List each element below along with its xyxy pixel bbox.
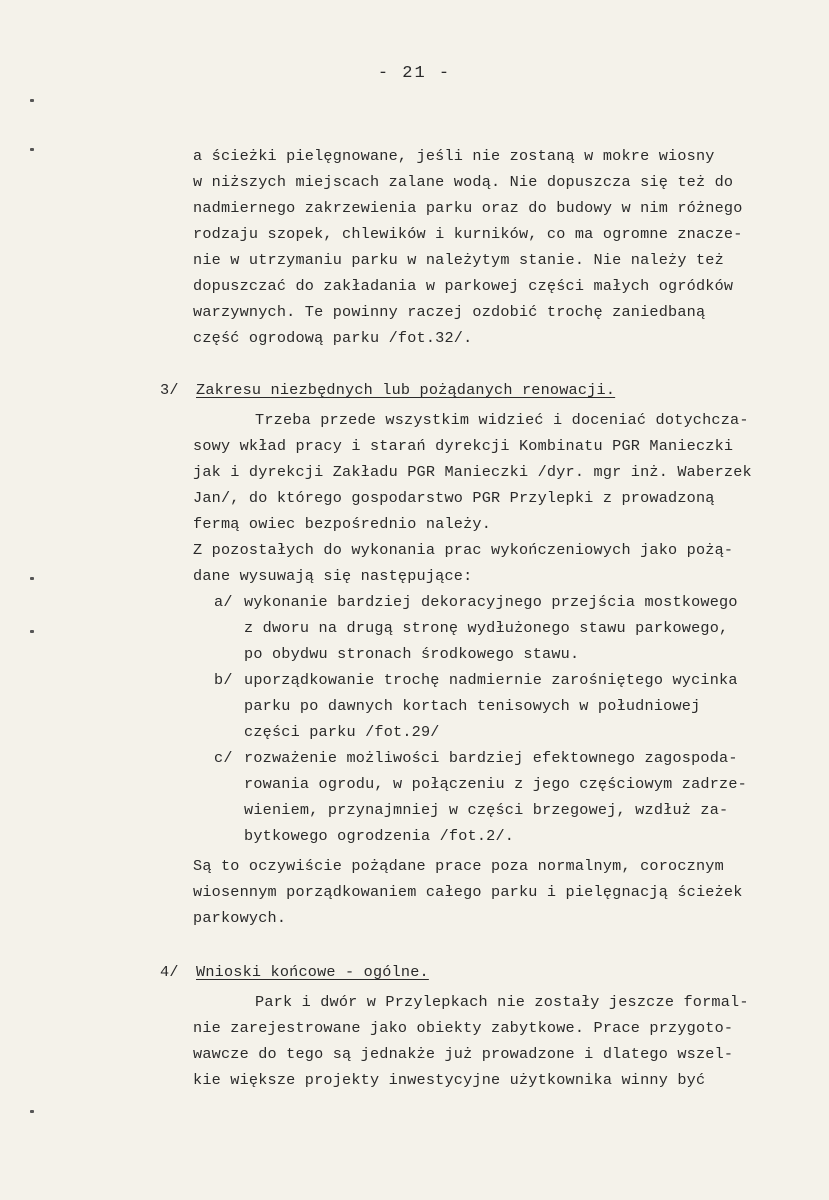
- paragraph-line: Jan/, do którego gospodarstwo PGR Przylepki z prowadzoną: [193, 489, 715, 507]
- margin-mark: [30, 1110, 34, 1113]
- margin-mark: [30, 148, 34, 151]
- list-item-line: parku po dawnych kortach tenisowych w południowej: [244, 697, 701, 715]
- list-item-label: a/: [214, 593, 233, 611]
- margin-mark: [30, 99, 34, 102]
- list-item-line: wykonanie bardziej dekoracyjnego przejścia mostkowego: [244, 593, 738, 611]
- list-item-line: uporządkowanie trochę nadmiernie zarośniętego wycinka: [244, 671, 738, 689]
- paragraph-line: rodzaju szopek, chlewików i kurników, co ma ogromne znacze-: [193, 225, 743, 243]
- section-3-number: 3/: [160, 381, 179, 399]
- paragraph-line: parkowych.: [193, 909, 287, 927]
- margin-mark: [30, 577, 34, 580]
- paragraph-line: część ogrodową parku /fot.32/.: [193, 329, 473, 347]
- list-item-label: b/: [214, 671, 233, 689]
- paragraph-line: nie w utrzymaniu parku w należytym stanie. Nie należy też: [193, 251, 724, 269]
- paragraph-line: dopuszczać do zakładania w parkowej części małych ogródków: [193, 277, 734, 295]
- paragraph-line: fermą owiec bezpośrednio należy.: [193, 515, 492, 533]
- list-item-line: wieniem, przynajmniej w części brzegowej, wzdłuż za-: [244, 801, 729, 819]
- list-item-line: bytkowego ogrodzenia /fot.2/.: [244, 827, 515, 845]
- paragraph-line: w niższych miejscach zalane wodą. Nie dopuszcza się też do: [193, 173, 734, 191]
- list-item-label: c/: [214, 749, 233, 767]
- section-4-heading: Wnioski końcowe - ogólne.: [196, 963, 429, 981]
- paragraph-line: wiosennym porządkowaniem całego parku i pielęgnacją ścieżek: [193, 883, 743, 901]
- paragraph-line: wawcze do tego są jednakże już prowadzone i dlatego wszel-: [193, 1045, 734, 1063]
- paragraph-line: a ścieżki pielęgnowane, jeśli nie zostaną w mokre wiosny: [193, 147, 715, 165]
- list-item-line: części parku /fot.29/: [244, 723, 440, 741]
- paragraph-line: dane wysuwają się następujące:: [193, 567, 473, 585]
- paragraph-line: nadmiernego zakrzewienia parku oraz do budowy w nim różnego: [193, 199, 743, 217]
- section-4-number: 4/: [160, 963, 179, 981]
- margin-mark: [30, 630, 34, 633]
- list-item-line: po obydwu stronach środkowego stawu.: [244, 645, 580, 663]
- paragraph-line: sowy wkład pracy i starań dyrekcji Kombinatu PGR Manieczki: [193, 437, 734, 455]
- paragraph-line: jak i dyrekcji Zakładu PGR Manieczki /dyr. mgr inż. Waberzek: [193, 463, 752, 481]
- list-item-line: rozważenie możliwości bardziej efektownego zagospoda-: [244, 749, 738, 767]
- paragraph-line: kie większe projekty inwestycyjne użytkownika winny być: [193, 1071, 706, 1089]
- paragraph-line: nie zarejestrowane jako obiekty zabytkowe. Prace przygoto-: [193, 1019, 734, 1037]
- paragraph-line: Park i dwór w Przylepkach nie zostały jeszcze formal-: [255, 993, 749, 1011]
- paragraph-line: Trzeba przede wszystkim widzieć i doceniać dotychcza-: [255, 411, 749, 429]
- section-3-heading: Zakresu niezbędnych lub pożądanych renowacji.: [196, 381, 616, 399]
- list-item-line: rowania ogrodu, w połączeniu z jego częściowym zadrze-: [244, 775, 747, 793]
- list-item-line: z dworu na drugą stronę wydłużonego stawu parkowego,: [244, 619, 729, 637]
- paragraph-line: Z pozostałych do wykonania prac wykończeniowych jako pożą-: [193, 541, 734, 559]
- page-number: - 21 -: [377, 64, 452, 83]
- paragraph-line: Są to oczywiście pożądane prace poza normalnym, corocznym: [193, 857, 724, 875]
- paragraph-line: warzywnych. Te powinny raczej ozdobić trochę zaniedbaną: [193, 303, 706, 321]
